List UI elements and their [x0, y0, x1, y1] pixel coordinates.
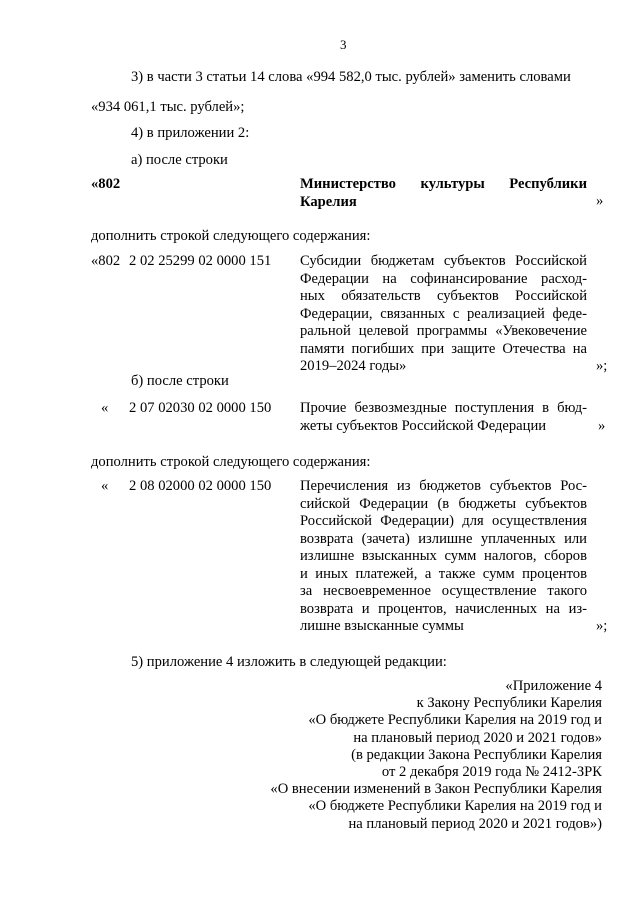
- appendix-header-line: «О бюджете Республики Карелия на 2019 год и: [308, 798, 602, 815]
- transfers-row-code: 2 08 02000 02 0000 150: [129, 478, 272, 494]
- transfers-text-line: сийской Федерации (в бюджеты субъектов: [300, 495, 587, 512]
- subsidy-text-line: Федерации на софинансирование расход-: [300, 270, 587, 287]
- transfers-row-open: «: [101, 478, 109, 494]
- item-4b: б) после строки: [131, 373, 229, 389]
- transfers-text-line: излишне взысканных сумм налогов, сборов: [300, 548, 587, 564]
- appendix-header-line: «О внесении изменений в Закон Республики Карелия: [270, 781, 602, 798]
- other-receipts-text-line: Прочие безвозмездные поступления в бюд-: [300, 400, 587, 416]
- ministry-name-line: Министерство культуры Республики: [300, 176, 587, 192]
- item-4: 4) в приложении 2:: [131, 125, 250, 141]
- appendix-header-line: «Приложение 4: [505, 678, 602, 694]
- other-receipts-row-code: 2 07 02030 02 0000 150: [129, 400, 272, 416]
- appendix-header-line: к Закону Республики Карелия: [416, 695, 602, 712]
- transfers-text-line: возврата и процентов, начисленных на из-: [300, 600, 587, 617]
- subsidy-text-line: Субсидии бюджетам субъектов Российской: [300, 253, 587, 269]
- item-3-line-1: 3) в части 3 статьи 14 слова «994 582,0 тыс. рублей» заменить словами: [131, 69, 571, 85]
- ministry-row-open: «802: [91, 176, 121, 192]
- transfers-text-line: за несвоевременное осуществление такого: [300, 583, 587, 599]
- ministry-row-close: »: [596, 193, 604, 209]
- item-3-line-2: «934 061,1 тыс. рублей»;: [91, 99, 245, 115]
- appendix-header-line: на плановый период 2020 и 2021 годов»: [353, 729, 602, 746]
- transfers-text-line: Перечисления из бюджетов субъектов Рос-: [300, 478, 587, 494]
- appendix-header-line: «О бюджете Республики Карелия на 2019 год и: [308, 712, 602, 729]
- subsidy-text-line: ральной целевой программы «Увековечение: [300, 323, 587, 339]
- appendix-header-line: (в редакции Закона Республики Карелия: [351, 746, 602, 763]
- other-receipts-text-line: жеты субъектов Российской Федерации: [300, 417, 547, 434]
- subsidy-text-line: Федерации, связанных с реализацией феде-: [300, 305, 587, 322]
- supplement-text-2: дополнить строкой следующего содержания:: [91, 454, 371, 470]
- ministry-name-line: Карелия: [300, 193, 357, 210]
- subsidy-text-line: памяти погибших при защите Отечества на: [300, 340, 587, 357]
- subsidy-row-close: »;: [596, 358, 608, 374]
- subsidy-text-line: 2019–2024 годы»: [300, 358, 407, 374]
- other-receipts-row-open: «: [101, 400, 109, 416]
- appendix-header-line: на плановый период 2020 и 2021 годов»): [348, 815, 602, 832]
- other-receipts-row-close: »: [598, 418, 606, 434]
- transfers-text-line: Российской Федерации) для осуществления: [300, 513, 587, 529]
- ministry-row-name: [300, 176, 587, 211]
- transfers-text-line: и иных платежей, а также сумм процентов: [300, 565, 587, 582]
- other-receipts-row-text: [300, 400, 587, 435]
- subsidy-row-code: 2 02 25299 02 0000 151: [129, 253, 272, 269]
- page-number: 3: [340, 37, 347, 52]
- subsidy-text-line: ных обязательств субъектов Российской: [300, 288, 587, 304]
- subsidy-row-text: [300, 253, 587, 376]
- transfers-text-line: возврата (зачета) излишне уплаченных или: [300, 530, 587, 547]
- transfers-row-close: »;: [596, 618, 608, 634]
- appendix-header: [270, 678, 602, 833]
- item-5: 5) приложение 4 изложить в следующей редакции:: [131, 654, 447, 670]
- subsidy-row-open: «802: [91, 253, 121, 269]
- appendix-header-line: от 2 декабря 2019 года № 2412-ЗРК: [381, 764, 602, 781]
- transfers-text-line: лишне взысканные суммы: [300, 618, 464, 634]
- transfers-row-text: [300, 478, 587, 636]
- supplement-text-1: дополнить строкой следующего содержания:: [91, 228, 371, 244]
- item-4a: а) после строки: [131, 152, 228, 168]
